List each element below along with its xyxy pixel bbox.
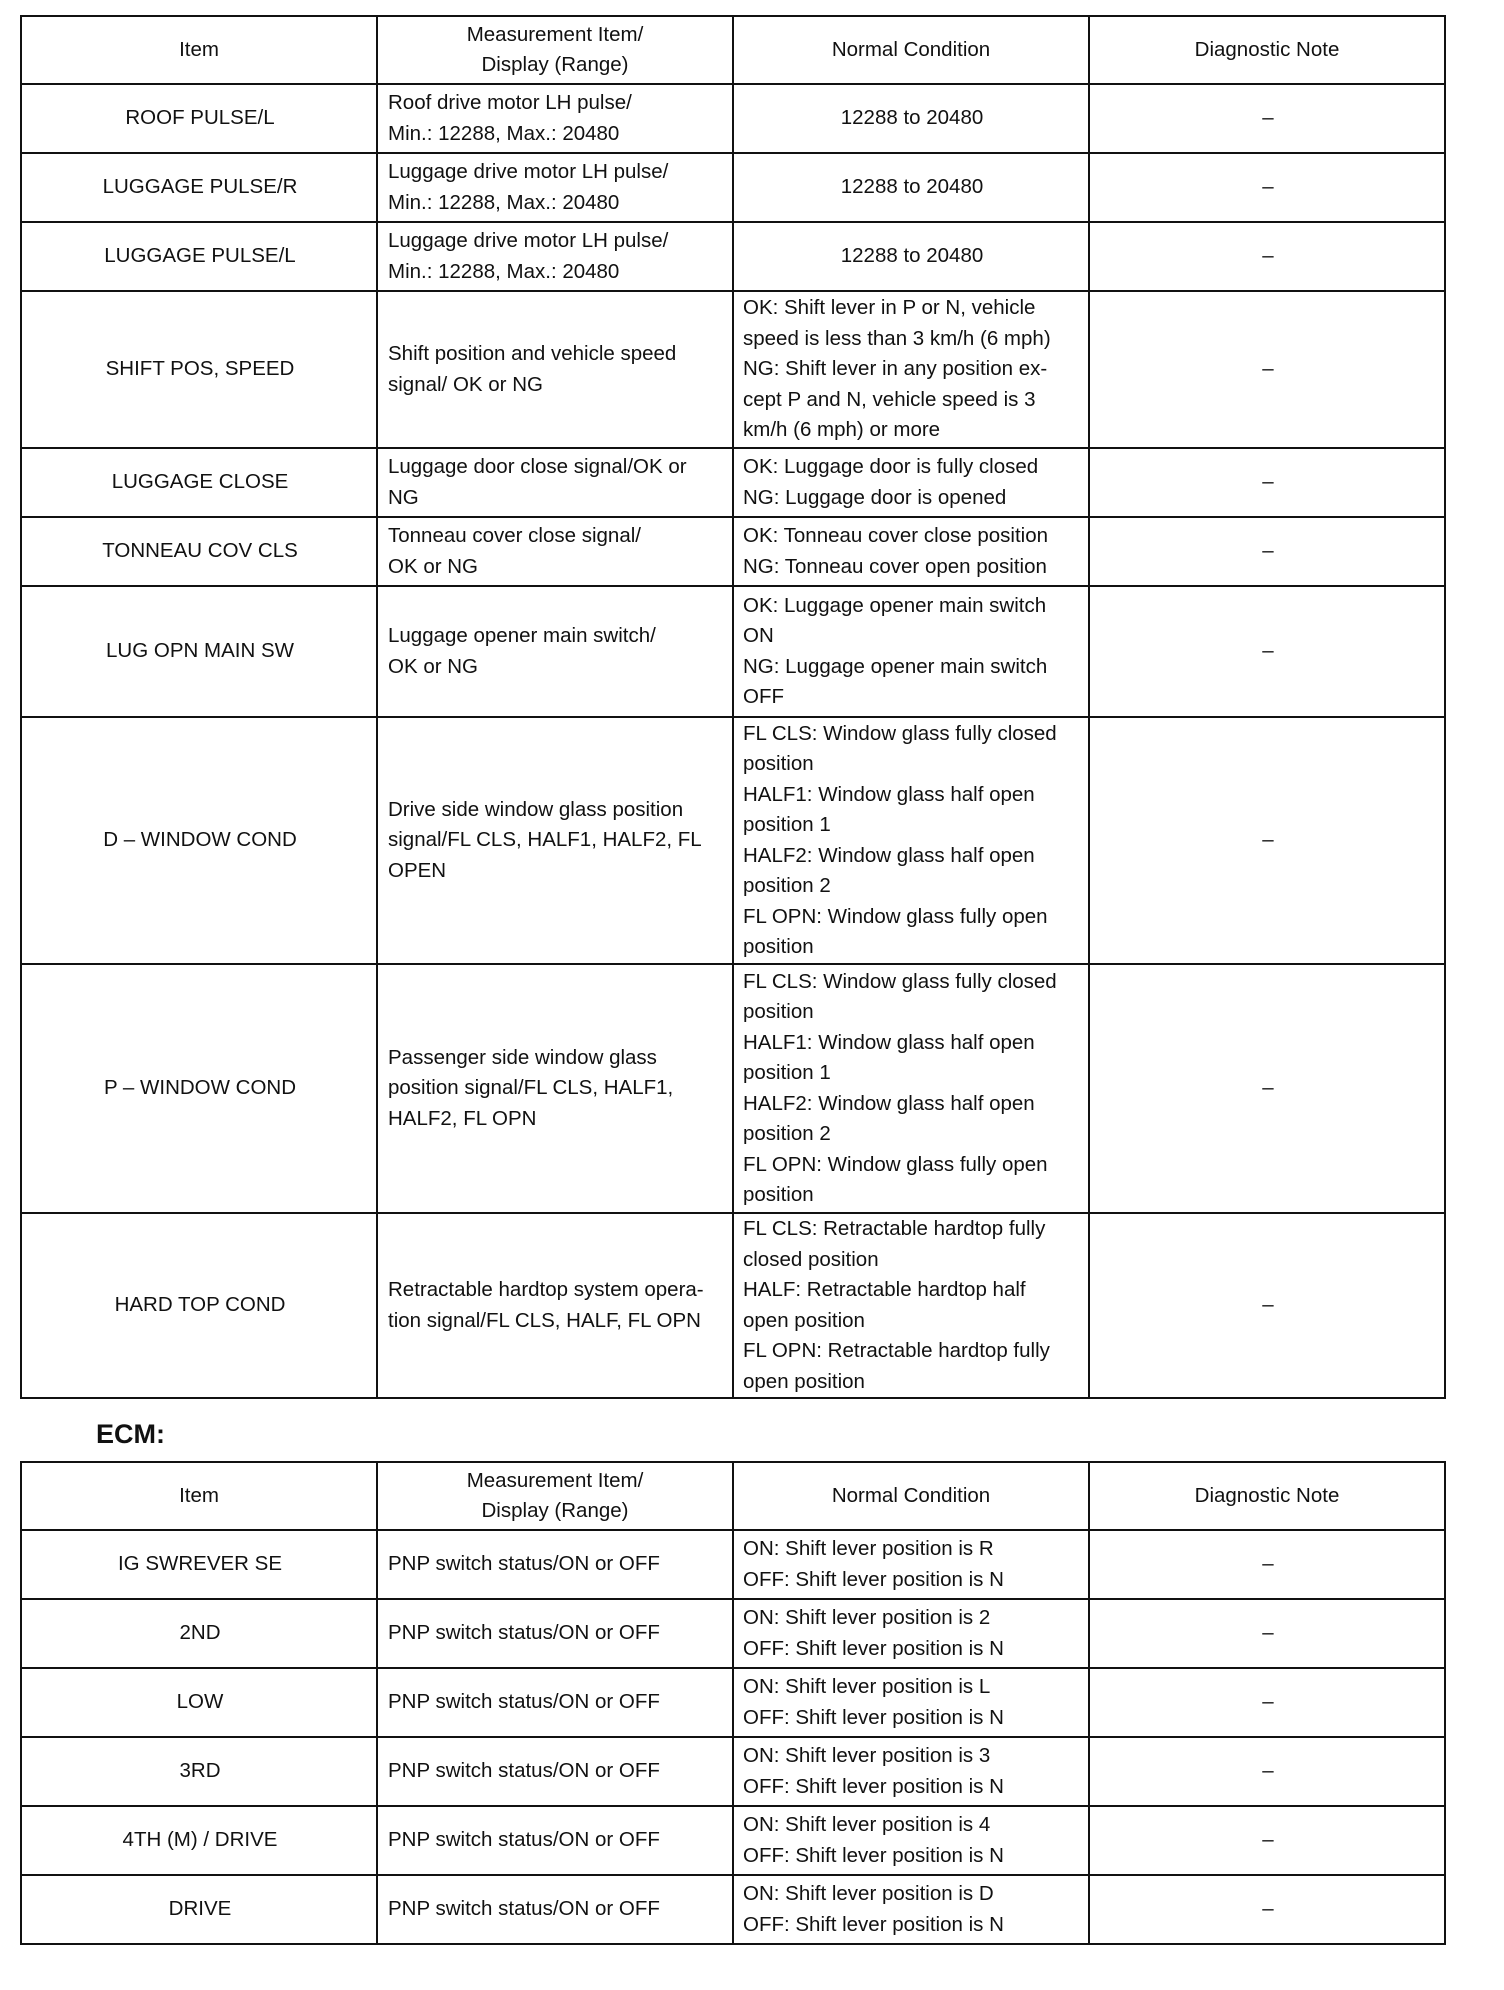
cell-item: TONNEAU COV CLS xyxy=(21,517,377,586)
cell-measurement xyxy=(377,153,733,222)
cell-measurement xyxy=(377,1806,733,1875)
cell-normal-condition xyxy=(733,1806,1089,1875)
cell-normal-condition xyxy=(733,717,1089,964)
header-measurement xyxy=(377,16,733,84)
cell-measurement xyxy=(377,1875,733,1944)
cell-normal-condition-line: OFF: Shift lever position is N xyxy=(743,1567,1004,1591)
cell-measurement xyxy=(377,1737,733,1806)
cell-diagnostic-note: – xyxy=(1089,517,1445,586)
cell-normal-condition-line: FL OPN: Retractable hardtop fully xyxy=(743,1339,1050,1362)
header-diagnostic-note: Diagnostic Note xyxy=(1089,1462,1445,1530)
cell-diagnostic-note: – xyxy=(1089,964,1445,1213)
cell-normal-condition-line: NG: Tonneau cover open position xyxy=(743,554,1047,578)
cell-measurement-line: Drive side window glass position xyxy=(388,797,684,821)
cell-normal-condition xyxy=(733,1599,1089,1668)
cell-normal-condition-line: ON: Shift lever position is L xyxy=(743,1675,991,1698)
cell-item: LUGGAGE CLOSE xyxy=(21,448,377,517)
cell-item: ROOF PULSE/L xyxy=(21,84,377,153)
cell-measurement xyxy=(377,717,733,964)
cell-measurement-line: OK or NG xyxy=(388,554,478,578)
cell-measurement-line: Roof drive motor LH pulse/ xyxy=(388,91,632,114)
cell-normal-condition-line: OFF: Shift lever position is N xyxy=(743,1705,1004,1729)
cell-measurement-line: PNP switch status/ON or OFF xyxy=(388,1897,660,1921)
cell-normal-condition-line: cept P and N, vehicle speed is 3 xyxy=(743,387,1036,411)
cell-diagnostic-note: – xyxy=(1089,1213,1445,1398)
cell-item: SHIFT POS, SPEED xyxy=(21,291,377,448)
cell-measurement-line: Min.: 12288, Max.: 20480 xyxy=(388,259,620,283)
cell-measurement xyxy=(377,517,733,586)
cell-measurement-line: PNP switch status/ON or OFF xyxy=(388,1759,660,1783)
cell-normal-condition-line: km/h (6 mph) or more xyxy=(743,418,941,442)
table-row xyxy=(21,222,1445,291)
cell-diagnostic-note: – xyxy=(1089,1875,1445,1944)
cell-normal-condition-line: speed is less than 3 km/h (6 mph) xyxy=(743,326,1051,350)
header-measurement-line: Display (Range) xyxy=(481,53,629,76)
cell-normal-condition xyxy=(733,964,1089,1213)
cell-diagnostic-note: – xyxy=(1089,153,1445,222)
cell-normal-condition-line: OK: Luggage opener main switch xyxy=(743,593,1047,617)
cell-measurement xyxy=(377,1530,733,1599)
cell-normal-condition-line: ON: Shift lever position is 4 xyxy=(743,1813,991,1836)
header-measurement-line: Display (Range) xyxy=(481,1499,629,1522)
header-measurement-line: Measurement Item/ xyxy=(466,1468,644,1492)
table-header-row xyxy=(21,16,1445,84)
cell-measurement xyxy=(377,448,733,517)
cell-measurement-line: signal/FL CLS, HALF1, HALF2, FL xyxy=(388,828,702,852)
cell-item: DRIVE xyxy=(21,1875,377,1944)
cell-normal-condition xyxy=(733,517,1089,586)
cell-normal-condition-line: FL CLS: Retractable hardtop fully xyxy=(743,1217,1046,1240)
cell-diagnostic-note: – xyxy=(1089,1599,1445,1668)
cell-normal-condition-line: 12288 to 20480 xyxy=(840,175,984,199)
table-row xyxy=(21,717,1445,964)
header-normal-condition: Normal Condition xyxy=(733,16,1089,84)
cell-measurement-line: Min.: 12288, Max.: 20480 xyxy=(388,190,620,214)
cell-diagnostic-note: – xyxy=(1089,84,1445,153)
cell-normal-condition xyxy=(733,1530,1089,1599)
cell-normal-condition-line: OFF: Shift lever position is N xyxy=(743,1912,1004,1936)
cell-normal-condition-line: HALF: Retractable hardtop half xyxy=(743,1278,1026,1301)
cell-normal-condition-line: 12288 to 20480 xyxy=(840,106,984,130)
table-row xyxy=(21,84,1445,153)
cell-measurement-line: Luggage drive motor LH pulse/ xyxy=(388,229,669,252)
cell-normal-condition-line: OFF: Shift lever position is N xyxy=(743,1636,1004,1660)
cell-normal-condition xyxy=(733,222,1089,291)
table-row xyxy=(21,1599,1445,1668)
cell-measurement xyxy=(377,964,733,1213)
cell-normal-condition-line: position 1 xyxy=(743,813,831,836)
cell-item: 3RD xyxy=(21,1737,377,1806)
table-row xyxy=(21,586,1445,717)
cell-normal-condition-line: position 1 xyxy=(743,1061,831,1084)
cell-normal-condition-line: HALF1: Window glass half open xyxy=(743,1030,1035,1054)
cell-normal-condition-line: NG: Luggage opener main switch xyxy=(743,654,1048,678)
cell-item: LOW xyxy=(21,1668,377,1737)
cell-measurement-line: PNP switch status/ON or OFF xyxy=(388,1552,660,1576)
cell-item: 2ND xyxy=(21,1599,377,1668)
cell-measurement-line: OPEN xyxy=(388,858,447,882)
cell-normal-condition-line: HALF2: Window glass half open xyxy=(743,1091,1035,1115)
table-row xyxy=(21,1213,1445,1398)
table-row xyxy=(21,448,1445,517)
cell-diagnostic-note: – xyxy=(1089,448,1445,517)
cell-normal-condition xyxy=(733,586,1089,717)
cell-measurement xyxy=(377,586,733,717)
cell-item: D – WINDOW COND xyxy=(21,717,377,964)
cell-normal-condition-line: position xyxy=(743,752,814,775)
cell-normal-condition-line: closed position xyxy=(743,1247,879,1271)
cell-normal-condition-line: position 2 xyxy=(743,1122,831,1145)
cell-normal-condition-line: ON: Shift lever position is 3 xyxy=(743,1744,991,1767)
cell-measurement-line: PNP switch status/ON or OFF xyxy=(388,1621,660,1645)
table-row xyxy=(21,153,1445,222)
cell-normal-condition-line: NG: Shift lever in any position ex- xyxy=(743,357,1048,381)
cell-normal-condition-line: 12288 to 20480 xyxy=(840,244,984,268)
cell-normal-condition-line: open position xyxy=(743,1308,865,1332)
header-measurement-line: Measurement Item/ xyxy=(466,22,644,46)
cell-measurement xyxy=(377,84,733,153)
header-item: Item xyxy=(21,1462,377,1530)
cell-measurement xyxy=(377,222,733,291)
cell-normal-condition-line: open position xyxy=(743,1369,865,1393)
section-title-ecm: ECM: xyxy=(96,1419,165,1449)
cell-measurement-line: Luggage opener main switch/ xyxy=(388,624,656,647)
cell-item: HARD TOP COND xyxy=(21,1213,377,1398)
cell-normal-condition-line: ON: Shift lever position is D xyxy=(743,1882,994,1905)
cell-item: IG SWREVER SE xyxy=(21,1530,377,1599)
header-item: Item xyxy=(21,16,377,84)
cell-measurement-line: Luggage drive motor LH pulse/ xyxy=(388,160,669,183)
cell-normal-condition-line: position 2 xyxy=(743,874,831,897)
cell-diagnostic-note: – xyxy=(1089,291,1445,448)
cell-diagnostic-note: – xyxy=(1089,1668,1445,1737)
cell-normal-condition-line: FL OPN: Window glass fully open xyxy=(743,1152,1048,1176)
cell-normal-condition-line: OFF xyxy=(743,685,784,708)
cell-normal-condition xyxy=(733,448,1089,517)
cell-normal-condition-line: OK: Luggage door is fully closed xyxy=(743,455,1039,478)
cell-measurement-line: PNP switch status/ON or OFF xyxy=(388,1828,660,1852)
cell-measurement-line: OK or NG xyxy=(388,654,478,678)
cell-measurement-line: PNP switch status/ON or OFF xyxy=(388,1690,660,1714)
cell-item: LUG OPN MAIN SW xyxy=(21,586,377,717)
cell-item: 4TH (M) / DRIVE xyxy=(21,1806,377,1875)
cell-normal-condition xyxy=(733,1668,1089,1737)
cell-normal-condition-line: HALF1: Window glass half open xyxy=(743,782,1035,806)
cell-measurement-line: Shift position and vehicle speed xyxy=(388,342,677,365)
cell-normal-condition-line: FL CLS: Window glass fully closed xyxy=(743,969,1057,993)
cell-measurement-line: Min.: 12288, Max.: 20480 xyxy=(388,121,620,145)
cell-normal-condition-line: FL CLS: Window glass fully closed xyxy=(743,721,1057,745)
cell-normal-condition-line: ON: Shift lever position is R xyxy=(743,1537,994,1560)
cell-measurement xyxy=(377,1213,733,1398)
header-diagnostic-note: Diagnostic Note xyxy=(1089,16,1445,84)
cell-diagnostic-note: – xyxy=(1089,1530,1445,1599)
cell-measurement-line: tion signal/FL CLS, HALF, FL OPN xyxy=(388,1308,701,1332)
cell-normal-condition-line: HALF2: Window glass half open xyxy=(743,843,1035,867)
cell-diagnostic-note: – xyxy=(1089,222,1445,291)
table-row xyxy=(21,1530,1445,1599)
data-list-table-body xyxy=(20,15,1446,1399)
cell-item: LUGGAGE PULSE/R xyxy=(21,153,377,222)
cell-measurement xyxy=(377,291,733,448)
table-header-row xyxy=(21,1462,1445,1530)
cell-measurement-line: NG xyxy=(388,485,419,509)
cell-measurement-line: Passenger side window glass xyxy=(388,1045,657,1069)
header-measurement xyxy=(377,1462,733,1530)
cell-diagnostic-note: – xyxy=(1089,717,1445,964)
cell-measurement xyxy=(377,1599,733,1668)
cell-normal-condition-line: OK: Tonneau cover close position xyxy=(743,524,1049,547)
cell-normal-condition xyxy=(733,1737,1089,1806)
cell-measurement-line: signal/ OK or NG xyxy=(388,372,543,396)
cell-diagnostic-note: – xyxy=(1089,1737,1445,1806)
table-row xyxy=(21,964,1445,1213)
cell-normal-condition xyxy=(733,291,1089,448)
cell-measurement-line: Retractable hardtop system opera- xyxy=(388,1278,704,1301)
cell-normal-condition xyxy=(733,153,1089,222)
cell-measurement-line: Luggage door close signal/OK or xyxy=(388,455,687,478)
table-row xyxy=(21,291,1445,448)
cell-normal-condition-line: OFF: Shift lever position is N xyxy=(743,1843,1004,1867)
cell-normal-condition-line: OFF: Shift lever position is N xyxy=(743,1774,1004,1798)
cell-item: LUGGAGE PULSE/L xyxy=(21,222,377,291)
cell-normal-condition-line: position xyxy=(743,935,814,958)
cell-normal-condition xyxy=(733,1213,1089,1398)
table-row xyxy=(21,517,1445,586)
cell-diagnostic-note: – xyxy=(1089,586,1445,717)
cell-item: P – WINDOW COND xyxy=(21,964,377,1213)
cell-measurement-line: Tonneau cover close signal/ xyxy=(388,524,641,547)
table-row xyxy=(21,1806,1445,1875)
header-normal-condition: Normal Condition xyxy=(733,1462,1089,1530)
cell-normal-condition-line: ON: Shift lever position is 2 xyxy=(743,1606,991,1629)
cell-measurement xyxy=(377,1668,733,1737)
table-row xyxy=(21,1668,1445,1737)
cell-normal-condition-line: ON xyxy=(743,624,774,647)
cell-measurement-line: position signal/FL CLS, HALF1, xyxy=(388,1076,674,1100)
cell-normal-condition-line: NG: Luggage door is opened xyxy=(743,485,1007,509)
table-row xyxy=(21,1875,1445,1944)
table-row xyxy=(21,1737,1445,1806)
cell-normal-condition-line: position xyxy=(743,1000,814,1023)
cell-diagnostic-note: – xyxy=(1089,1806,1445,1875)
cell-normal-condition-line: FL OPN: Window glass fully open xyxy=(743,904,1048,928)
cell-normal-condition-line: OK: Shift lever in P or N, vehicle xyxy=(743,296,1036,320)
cell-normal-condition xyxy=(733,84,1089,153)
cell-normal-condition xyxy=(733,1875,1089,1944)
cell-measurement-line: HALF2, FL OPN xyxy=(388,1106,537,1130)
ecm-data-list-table xyxy=(20,1461,1446,1945)
cell-normal-condition-line: position xyxy=(743,1183,814,1206)
